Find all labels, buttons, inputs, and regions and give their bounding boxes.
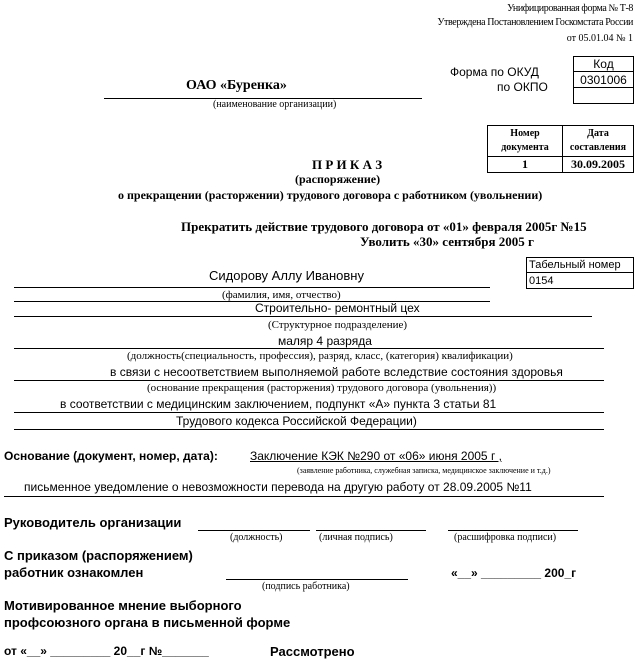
worker-sign-line[interactable] [226,579,408,580]
head-label: Руководитель организации [4,515,182,530]
doc-subtitle: (распоряжение) [295,172,381,186]
employee-name: Сидорову Аллу Ивановну [209,268,364,283]
terminate-contract: Прекратить действие трудового договора от «01» февраля 2005г №15 [181,219,587,234]
doc-number-header: Номер документа [488,126,563,157]
doc-date: 30.09.2005 [563,157,634,173]
decode-line[interactable] [448,530,578,531]
acquaint-line2: работник ознакомлен [4,565,144,580]
okud-label: Форма по ОКУД [450,65,539,79]
form-approval: Утверждена Постановлением Госкомстата России [437,17,633,28]
basis-underline1 [14,412,604,413]
position-caption-sign: (должность) [230,532,283,543]
basis-underline2 [14,429,604,430]
grounds-caption: (заявление работника, служебная записка, медицинское заключение и т.д.) [297,466,551,475]
employee-position: маляр 4 разряда [278,334,372,348]
okpo-label: по ОКПО [497,80,548,94]
name-caption: (фамилия, имя, отчество) [222,289,341,301]
union-line1: Мотивированное мнение выборного [4,598,242,613]
okpo-value [574,88,634,104]
tabel-header: Табельный номер [527,258,634,273]
tabel-table [526,257,634,289]
acquaint-date: «__» _________ 200_г [451,566,577,580]
tabel-value: 0154 [527,273,634,289]
position-sign-line[interactable] [198,530,310,531]
form-date: от 05.01.04 № 1 [566,33,633,44]
reason-caption: (основание прекращения (расторжения) трудового договора (увольнения)) [147,382,497,394]
decode-caption: (расшифровка подписи) [454,532,557,543]
grounds-label: Основание (документ, номер, дата): [4,449,218,463]
reviewed-label: Рассмотрено [270,644,355,659]
doc-number: 1 [488,157,563,173]
union-from: от «__» _________ 20__г №_______ [4,644,209,658]
dept-caption: (Структурное подразделение) [268,319,408,331]
position-caption: (должность(специальность, профессия), разряд, класс, (категория) квалификации) [127,350,513,362]
org-caption: (наименование организации) [213,99,337,110]
form-name: Унифицированная форма № Т-8 [507,3,633,14]
name-underline [14,287,490,288]
union-line2: профсоюзного органа в письменной форме [4,615,291,630]
okud-value: 0301006 [574,72,634,88]
signature-line[interactable] [316,530,426,531]
kod-header: Код [574,57,634,72]
worker-sign-caption: (подпись работника) [262,581,350,592]
grounds-value2: письменное уведомление о невозможности перевода на другую работу от 28.09.2005 №11 [24,480,532,494]
grounds-underline [4,496,604,497]
dismissal-reason: в связи с несоответствием выполняемой работе вследствие состояния здоровья [110,365,563,379]
codes-table [573,56,634,104]
employee-dept: Строительно- ремонтный цех [255,301,420,315]
reason-underline [14,380,604,381]
dept-underline [14,316,592,317]
position-underline [14,348,604,349]
doc-date-header: Дата составления [563,126,634,157]
legal-basis-line1: в соответствии с медицинским заключением, подпункт «А» пункта 3 статьи 81 [60,397,497,411]
doc-table [487,125,634,173]
acquaint-line1: С приказом (распоряжением) [4,548,193,563]
doc-description: о прекращении (расторжении) трудового договора с работником (увольнении) [118,188,543,202]
org-name: ОАО «Буренка» [186,78,287,93]
signature-caption: (личная подпись) [319,532,393,543]
legal-basis-line2: Трудового кодекса Российской Федерации) [176,414,417,428]
dismiss-date: Уволить «30» сентября 2005 г [360,234,534,249]
doc-title: П Р И К А З [312,157,383,172]
grounds-value: Заключение КЭК №290 от «06» июня 2005 г , [250,449,502,463]
